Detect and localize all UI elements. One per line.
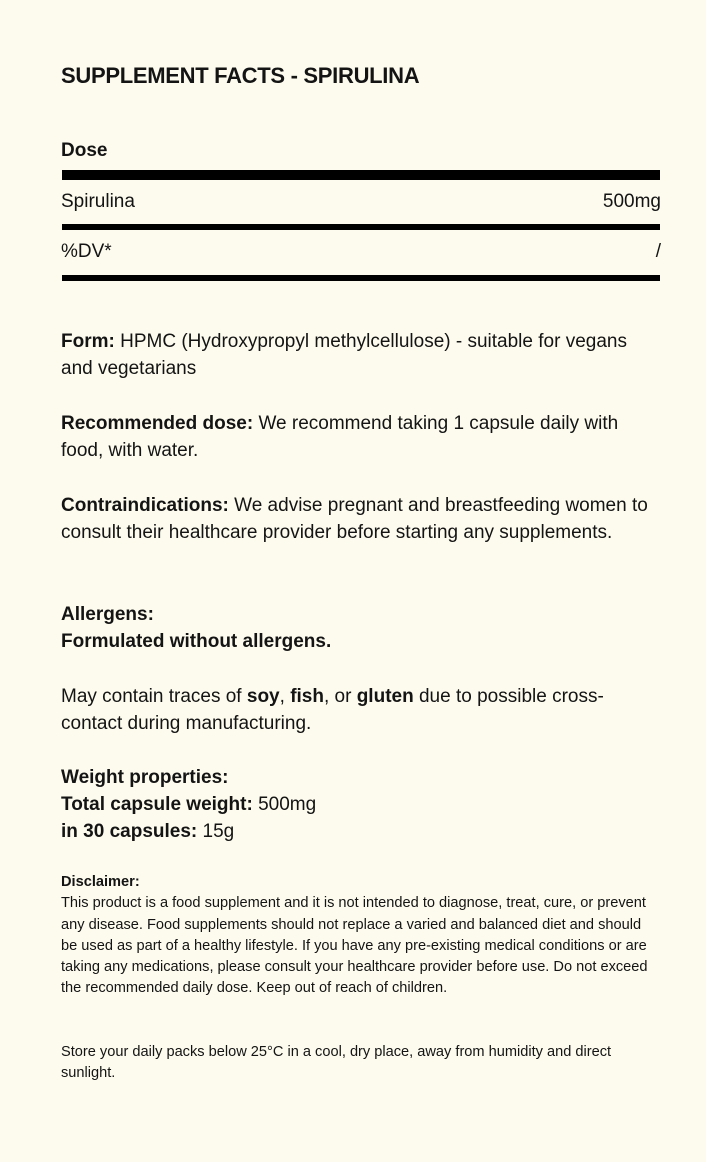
contraindications-label: Contraindications: (61, 495, 229, 516)
storage-instructions (61, 1042, 661, 1085)
dv-label: %DV* (61, 241, 112, 262)
table-rule-top (62, 170, 660, 180)
traces-separator: , (279, 686, 285, 707)
total-weight-value: 500mg (258, 794, 317, 815)
total-weight-line (61, 791, 661, 818)
contraindications-section (61, 492, 661, 546)
contraindications-text: We advise pregnant and breastfeeding women to consult their healthcare provider before starting any supplements. (61, 495, 648, 543)
disclaimer-section (61, 872, 661, 1000)
allergen-soy: soy (246, 686, 280, 707)
allergen-fish: fish (290, 686, 324, 707)
pack-weight-line (61, 818, 661, 845)
traces-suffix: due to possible cross-contact during manufacturing. (61, 686, 604, 734)
traces-prefix: May contain traces of (61, 686, 242, 707)
table-rule-middle (62, 224, 660, 230)
allergens-label: Allergens: (61, 604, 154, 625)
form-section (61, 328, 661, 382)
pack-weight-value: 15g (202, 821, 235, 842)
allergens-statement: Formulated without allergens. (61, 631, 332, 652)
dose-header: Dose (61, 140, 108, 161)
recommended-dose-label: Recommended dose: (61, 413, 254, 434)
allergens-section (61, 601, 661, 655)
traces-separator: , or (323, 686, 352, 707)
table-row-dv (61, 240, 661, 264)
ingredient-label: Spirulina (61, 191, 135, 212)
weight-label: Weight properties: (61, 767, 229, 788)
disclaimer-text: This product is a food supplement and it is not intended to diagnose, treat, cure, or prevent any disease. Food supplements should not replace a varied and balanced diet and should be used as part of a healthy lifestyle. If you have any pre-existing medical conditions or are taking any medications, please consult your healthcare provider before use. Do not exceed the recommended daily dose. Keep out of reach of children. (61, 895, 648, 997)
allergen-gluten: gluten (356, 686, 414, 707)
weight-section (61, 764, 661, 845)
pack-weight-label: in 30 capsules: (61, 821, 198, 842)
total-weight-label: Total capsule weight: (61, 794, 253, 815)
page-title: SUPPLEMENT FACTS - SPIRULINA (61, 63, 420, 88)
table-rule-bottom (62, 275, 660, 281)
dv-value: / (655, 241, 661, 262)
form-label: Form: (61, 331, 115, 352)
table-row-spirulina (61, 190, 661, 214)
recommended-dose-section (61, 410, 661, 464)
recommended-dose-text: We recommend taking 1 capsule daily with food, with water. (61, 413, 619, 461)
storage-text: Store your daily packs below 25°C in a cool, dry place, away from humidity and direct sunlight. (61, 1044, 612, 1082)
disclaimer-label: Disclaimer: (61, 874, 140, 890)
form-text: HPMC (Hydroxypropyl methylcellulose) - suitable for vegans and vegetarians (61, 331, 627, 379)
allergen-traces (61, 683, 661, 737)
ingredient-amount: 500mg (602, 191, 661, 212)
